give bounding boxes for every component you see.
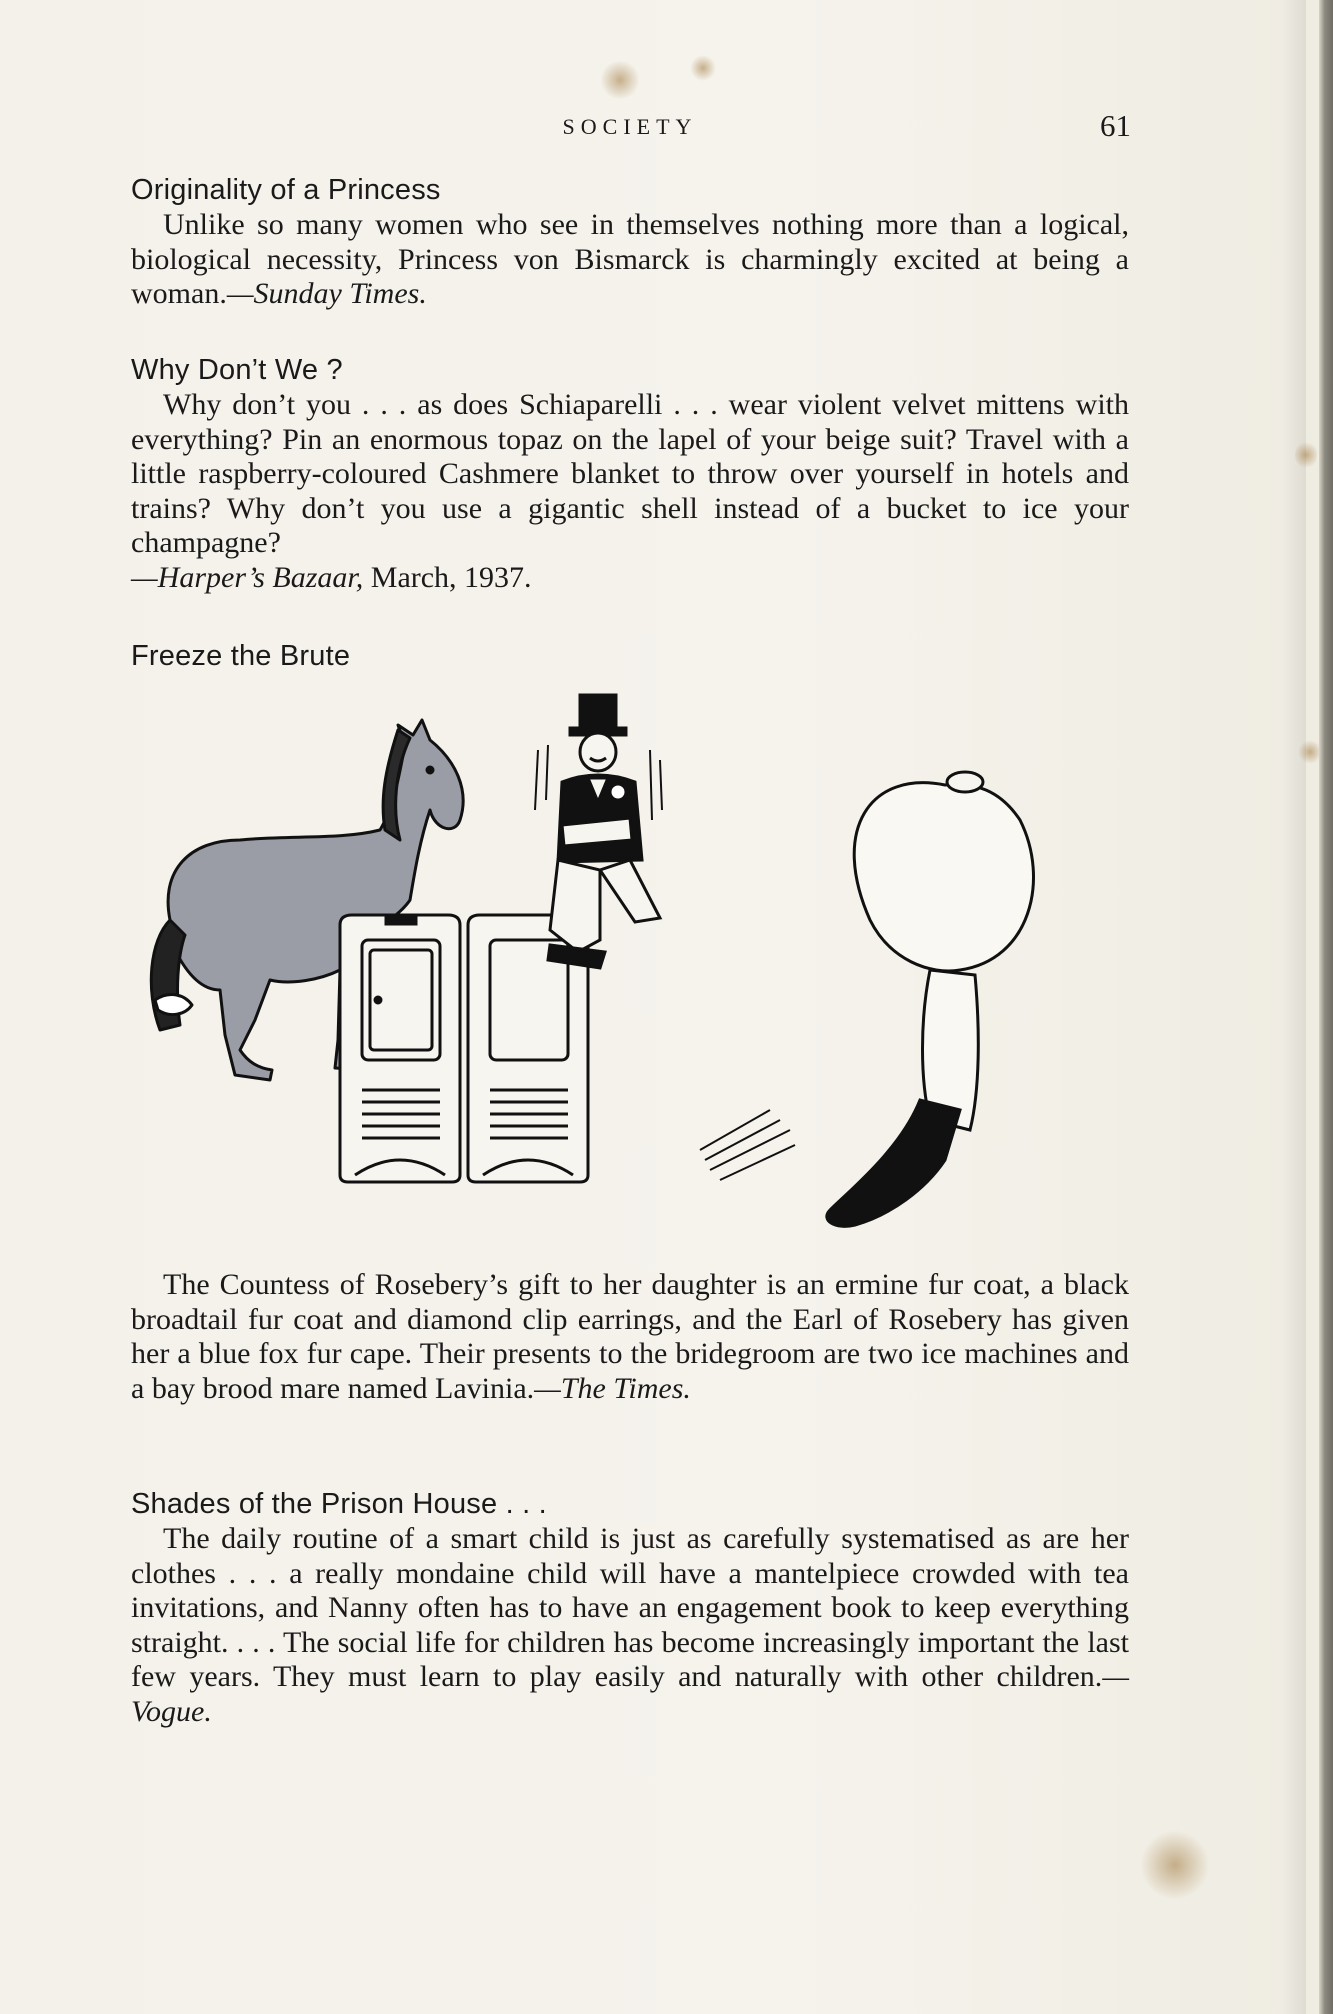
article-freeze-the-brute-heading — [131, 638, 1129, 674]
paper-stain — [600, 60, 640, 100]
woman-in-fur-coat-drawing — [827, 772, 1034, 1226]
article-heading: Shades of the Prison House . . . — [131, 1488, 547, 1520]
running-head: SOCIETY — [562, 114, 698, 139]
article-body — [131, 1522, 1129, 1729]
article-source: —Harper’s Bazaar, — [131, 560, 364, 594]
article-heading: Freeze the Brute — [131, 640, 351, 672]
article-heading: Why Don’t We ? — [131, 354, 343, 386]
article-why-dont-we — [131, 352, 1129, 595]
refrigerator-left — [340, 915, 460, 1182]
article-source: —Sunday Times. — [226, 277, 427, 310]
article-text: Unlike so many women who see in themselves nothing more than a logical, biological necessity, Princess von Bismarck is charmingly excited at being a woman. — [131, 208, 1129, 310]
article-body — [131, 388, 1129, 595]
page-header — [130, 108, 1130, 148]
page-edge-shadow — [1282, 0, 1306, 2014]
article-text: The daily routine of a smart child is just as carefully systematised as are her clothes . . . a really mondaine child will have a mantelpiece crowded with tea invitations, and Nanny often has to have an engagement book to keep everything straight. . . . The social life for children has become increasingly important the last few years. They must learn to play easily and naturally with other children. — [131, 1522, 1129, 1693]
frost-lines — [700, 1110, 795, 1180]
paper-stain — [1295, 440, 1317, 470]
book-spine — [1319, 0, 1333, 2014]
article-shades-of-the-prison-house — [131, 1486, 1129, 1729]
article-originality-of-a-princess — [131, 172, 1129, 312]
shivering-man-drawing — [535, 695, 662, 968]
article-body — [131, 1268, 1129, 1406]
paper-stain — [690, 55, 716, 81]
cartoon-illustration — [130, 690, 1130, 1240]
page-number: 61 — [1100, 108, 1131, 143]
article-source-date: March, 1937. — [363, 560, 532, 594]
article-text: The Countess of Rosebery’s gift to her daughter is an ermine fur coat, a black broadtail fur coat and diamond clip earrings, and the Earl of Rosebery has given her a blue fox fur cape. Their presents to the bridegroom are two ice machines and a bay brood mare named Lavinia. — [131, 1268, 1129, 1405]
article-heading: Originality of a Princess — [131, 174, 441, 206]
article-text: Why don’t you . . . as does Schiaparelli . . . wear violent velvet mittens with everything? Pin an enormous topaz on the lapel of your beige suit? Travel with a little raspberry-coloured Cashmere blanket to throw over yourself in hotels and trains? Why don’t you use a gigantic shell instead of a bucket to ice your champagne? — [131, 388, 1129, 559]
article-source: —Vogue. — [131, 1660, 1129, 1728]
paper-stain — [1140, 1830, 1210, 1900]
article-body — [131, 208, 1129, 312]
article-source: —The Times. — [534, 1371, 691, 1405]
article-freeze-the-brute — [131, 1268, 1129, 1406]
